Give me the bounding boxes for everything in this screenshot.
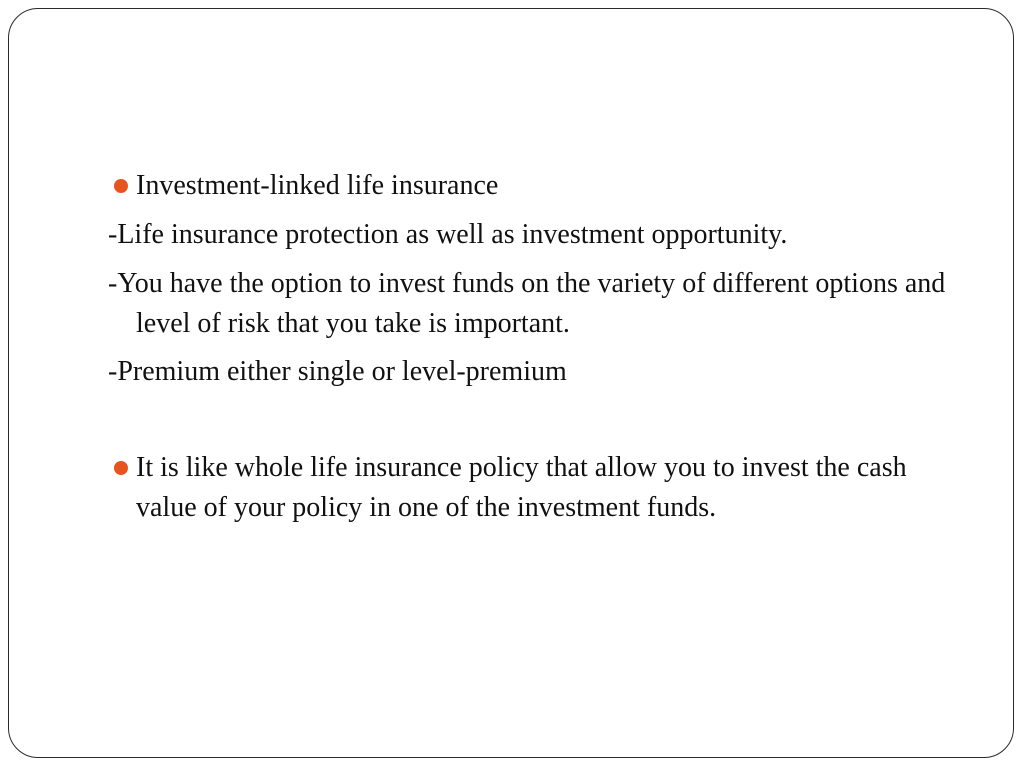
bullet-whole-life-policy: It is like whole life insurance policy that allow you to invest the cash value of your policy in one of the investment funds. [136, 452, 907, 523]
bullet-heading-investment-linked: Investment-linked life insurance [136, 170, 499, 201]
text-invest-funds-options: -You have the option to invest funds on the variety of different options and level of risk that you take is important. [108, 268, 946, 339]
bullet-dot-icon [114, 461, 128, 475]
text-premium: -Premium either single or level-premium [108, 356, 567, 387]
text-life-insurance-protection: -Life insurance protection as well as investment opportunity. [108, 219, 788, 250]
bullet-dot-icon [114, 179, 128, 193]
